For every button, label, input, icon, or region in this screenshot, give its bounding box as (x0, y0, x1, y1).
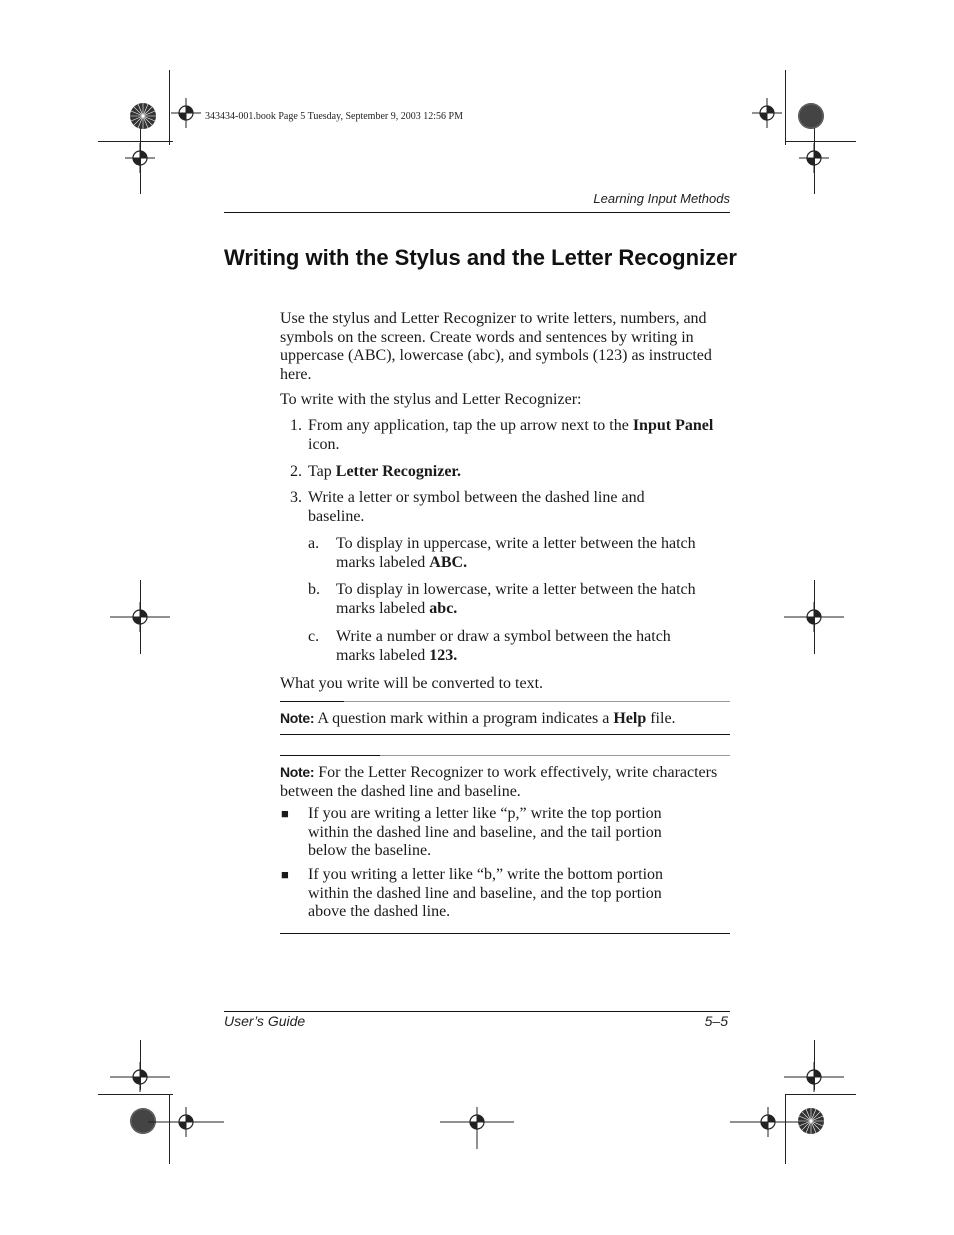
crosshair-target-icon (171, 98, 201, 128)
substep-letter: c. (308, 628, 320, 645)
crosshair-target-icon (784, 602, 844, 632)
step-number: 1. (290, 417, 302, 434)
step-text: From any application, tap the up arrow next to the Input Panel icon. (308, 417, 714, 453)
crosshair-target-icon (148, 1107, 224, 1137)
conclusion-text: What you write will be converted to text. (280, 675, 544, 692)
lead-in-text: To write with the stylus and Letter Recognizer: (280, 391, 582, 408)
crosshair-target-icon (730, 1107, 806, 1137)
note-help: Note: A question mark within a program indicates a Help file. (280, 710, 676, 727)
substep-letter: a. (308, 535, 320, 552)
step-number: 2. (290, 463, 302, 480)
step-number: 3. (290, 489, 302, 506)
crosshair-target-icon (110, 1062, 170, 1092)
substep-text: To display in uppercase, write a letter between the hatch marks labeled ABC. (336, 535, 696, 571)
substep-text: Write a number or draw a symbol between the hatch marks labeled 123. (336, 628, 671, 664)
footer-rule (224, 1011, 730, 1012)
substep-letter: b. (308, 581, 320, 598)
note-rule-top (280, 701, 730, 702)
substep-text: To display in lowercase, write a letter between the hatch marks labeled abc. (336, 581, 696, 617)
crosshair-target-icon (110, 602, 170, 632)
note-label: Note: (280, 710, 315, 726)
lead-in-paragraph (280, 391, 730, 410)
crosshair-target-icon (752, 98, 782, 128)
intro-text: Use the stylus and Letter Recognizer to write letters, numbers, and symbols on the screen. Create words and sentences by writing in uppercase (ABC), lowercase (abc), and symbols (123) as instructed here. (280, 310, 712, 383)
conclusion-paragraph (280, 675, 730, 694)
running-head: Learning Input Methods (593, 191, 730, 206)
note-rule-bottom (280, 933, 730, 934)
page-number: 5–5 (704, 1013, 728, 1029)
note-rule-top-accent (280, 755, 380, 756)
section-title: Writing with the Stylus and the Letter Recognizer (224, 245, 737, 270)
footer-title: User’s Guide (224, 1013, 306, 1029)
crosshair-target-icon (784, 1062, 844, 1092)
crosshair-target-icon (799, 143, 829, 173)
bullet-text: If you writing a letter like “b,” write the bottom portion within the dashed line and baseline, and the top portion above the dashed line. (308, 866, 664, 920)
note-label: Note: (280, 764, 315, 780)
bullet-text: If you are writing a letter like “p,” write the top portion within the dashed line and baseline, and the tail portion below the baseline. (308, 805, 662, 859)
step-text: Tap Letter Recognizer. (308, 463, 462, 480)
crosshair-target-icon (440, 1107, 514, 1149)
intro-paragraph (280, 310, 730, 384)
header-rule (224, 212, 730, 213)
print-info: 343434-001.book Page 5 Tuesday, September 9, 2003 12:56 PM (205, 111, 463, 122)
bullet-icon: ■ (281, 867, 289, 882)
note-rule-bottom (280, 734, 730, 735)
registration-starburst-icon (129, 102, 157, 130)
crosshair-target-icon (125, 143, 155, 173)
note-recognizer: Note: For the Letter Recognizer to work effectively, write characters between the dashed line and baseline. (280, 764, 718, 800)
bullet-icon: ■ (281, 806, 289, 821)
registration-dot-icon (797, 102, 825, 130)
step-text: Write a letter or symbol between the dashed line and baseline. (308, 489, 645, 525)
note-rule-top-accent (280, 701, 344, 702)
